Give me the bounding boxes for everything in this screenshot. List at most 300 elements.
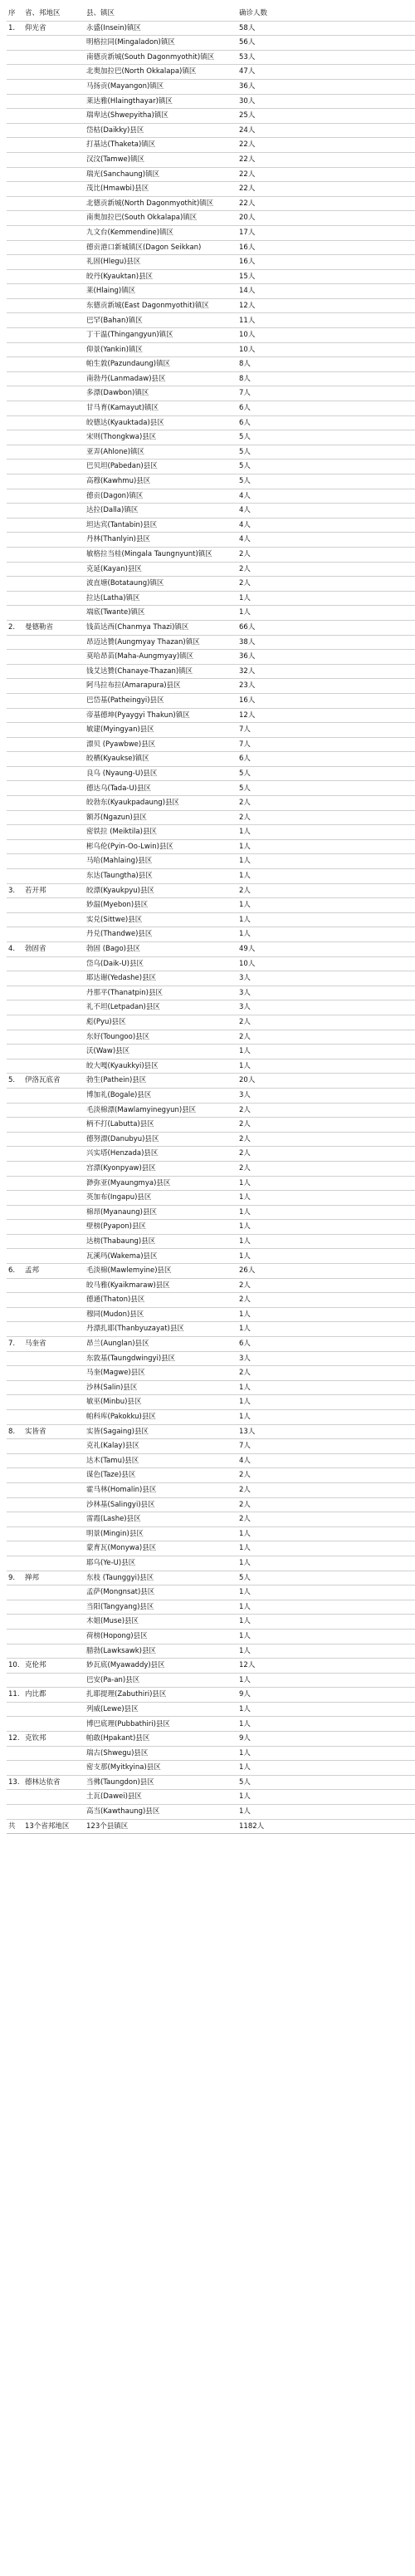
cell-state: 马奎省 [23,1337,85,1352]
cell-town: 打基达(Thaketa)镇区 [85,138,237,153]
cell-state [23,723,85,738]
cell-seq [7,1512,23,1527]
cell-state [23,1600,85,1615]
cell-count: 3人 [237,1088,415,1103]
table-row [7,401,415,416]
cell-state: 若开邦 [23,883,85,898]
table-row [7,1045,415,1059]
cell-state [23,1088,85,1103]
cell-seq: 11. [7,1688,23,1703]
total-state: 13个省邦地区 [23,1819,85,1834]
cell-count: 12人 [237,298,415,313]
cell-count: 2人 [237,1497,415,1512]
cell-count: 4人 [237,533,415,548]
table-row [7,737,415,752]
cell-town: 宫漂(Kyonpyaw)县区 [85,1161,237,1176]
cell-seq [7,737,23,752]
cell-state [23,1410,85,1425]
cell-state [23,328,85,343]
cell-town: 莫哈昂苗(Maha-Aungmyay)镇区 [85,650,237,665]
cell-town: 皎马雅(Kyaikmaraw)县区 [85,1278,237,1293]
cell-town: 实兑(Sittwe)县区 [85,912,237,927]
header-seq: 序 [7,7,23,21]
cell-seq [7,1015,23,1030]
cell-seq [7,1351,23,1366]
confirmed-cases-table [7,7,415,1834]
cell-state [23,810,85,825]
cell-seq [7,65,23,80]
cell-town: 木姐(Muse)县区 [85,1615,237,1630]
cell-town: 皎德达(Kyauktada)县区 [85,415,237,430]
table-row [7,635,415,650]
cell-count: 1人 [237,1761,415,1776]
cell-state [23,1380,85,1395]
cell-seq [7,912,23,927]
table-row [7,109,415,124]
table-row [7,211,415,226]
table-row [7,1147,415,1162]
cell-state [23,796,85,811]
cell-state [23,269,85,284]
cell-count: 56人 [237,36,415,51]
table-row [7,1351,415,1366]
cell-state [23,562,85,577]
cell-town: 东敦基(Taungdwingyi)县区 [85,1351,237,1366]
cell-seq [7,1702,23,1717]
table-row [7,1015,415,1030]
table-row [7,986,415,1000]
table-row [7,577,415,592]
cell-seq [7,489,23,504]
cell-town: 当佛(Taungdon)县区 [85,1775,237,1790]
cell-seq [7,1307,23,1322]
cell-town: 马奎(Magwe)县区 [85,1366,237,1381]
cell-seq [7,1482,23,1497]
table-row [7,1702,415,1717]
cell-count: 5人 [237,781,415,796]
cell-count: 1人 [237,1220,415,1235]
table-row [7,50,415,65]
cell-seq [7,781,23,796]
table-row [7,36,415,51]
table-row [7,1526,415,1541]
cell-count: 8人 [237,371,415,386]
cell-town: 扎耶提理(Zabuthiri)县区 [85,1688,237,1703]
cell-count: 2人 [237,1366,415,1381]
cell-state [23,65,85,80]
cell-count: 5人 [237,445,415,460]
cell-seq [7,255,23,270]
cell-count: 32人 [237,664,415,679]
cell-seq [7,1088,23,1103]
cell-count: 20人 [237,211,415,226]
cell-seq [7,284,23,299]
cell-state [23,371,85,386]
cell-state [23,1249,85,1264]
cell-seq [7,1526,23,1541]
cell-seq [7,167,23,182]
cell-town: 荷榜(Hopong)县区 [85,1629,237,1644]
table-row [7,65,415,80]
cell-state [23,1191,85,1206]
cell-count: 1人 [237,1644,415,1659]
table-row [7,664,415,679]
table-row [7,1688,415,1703]
cell-seq [7,927,23,942]
cell-count: 53人 [237,50,415,65]
cell-count: 1人 [237,912,415,927]
cell-town: 棉昂(Myanaung)县区 [85,1205,237,1220]
cell-seq [7,825,23,840]
table-row [7,1366,415,1381]
cell-seq [7,386,23,401]
cell-seq: 8. [7,1424,23,1439]
cell-state [23,1205,85,1220]
cell-count: 1人 [237,1205,415,1220]
cell-seq: 9. [7,1571,23,1585]
cell-seq [7,328,23,343]
table-row [7,1307,415,1322]
cell-seq [7,269,23,284]
cell-state [23,898,85,913]
cell-count: 1人 [237,1410,415,1425]
cell-state [23,1585,85,1600]
cell-town: 兴实塔(Henzada)县区 [85,1147,237,1162]
cell-state [23,533,85,548]
table-row [7,255,415,270]
table-row [7,1571,415,1585]
cell-seq: 10. [7,1659,23,1674]
cell-town: 巴罕(Bahan)镇区 [85,313,237,328]
cell-count: 1人 [237,869,415,884]
table-row [7,650,415,665]
cell-seq [7,225,23,240]
cell-count: 10人 [237,342,415,357]
cell-town: 坦达宾(Tantabin)县区 [85,518,237,533]
cell-count: 5人 [237,474,415,489]
cell-state [23,1526,85,1541]
cell-town: 瑞光(Sanchaung)镇区 [85,167,237,182]
table-row [7,1249,415,1264]
cell-town: 仰景(Yankin)镇区 [85,342,237,357]
cell-town: 九文台(Kemmendine)镇区 [85,225,237,240]
cell-state [23,94,85,109]
cell-town: 帝基德坤(Pyaygyi Thakun)镇区 [85,708,237,723]
cell-state [23,1000,85,1015]
cell-seq: 7. [7,1337,23,1352]
table-row [7,1644,415,1659]
cell-state [23,971,85,986]
table-row [7,138,415,153]
cell-state: 掸邦 [23,1571,85,1585]
table-row [7,1161,415,1176]
table-row [7,1805,415,1820]
cell-seq [7,298,23,313]
cell-town: 东枝 (Taunggyi)县区 [85,1571,237,1585]
cell-seq [7,1205,23,1220]
cell-state [23,1293,85,1308]
cell-seq [7,766,23,781]
cell-state [23,1673,85,1688]
cell-seq [7,1103,23,1118]
cell-state [23,255,85,270]
cell-town: 谋色(Taze)县区 [85,1468,237,1483]
cell-seq [7,854,23,869]
cell-seq: 13. [7,1775,23,1790]
cell-town: 帕敢(Hpakant)县区 [85,1732,237,1747]
table-row [7,474,415,489]
cell-count: 1人 [237,1234,415,1249]
table-row [7,825,415,840]
cell-town: 阿马拉布拉(Amarapura)县区 [85,679,237,694]
cell-town: 额苏(Ngazun)县区 [85,810,237,825]
table-row [7,182,415,197]
cell-state [23,839,85,854]
table-row [7,810,415,825]
cell-town: 南德贡新城(South Dagonmyothit)镇区 [85,50,237,65]
table-row [7,1673,415,1688]
cell-count: 2人 [237,1015,415,1030]
cell-town: 明景(Mingin)县区 [85,1526,237,1541]
cell-count: 1人 [237,1176,415,1191]
cell-town: 沙林基(Salingyi)县区 [85,1497,237,1512]
cell-town: 拉达(Latha)镇区 [85,591,237,606]
cell-seq [7,796,23,811]
cell-count: 1人 [237,1556,415,1571]
cell-town: 丹那平(Thanatpin)县区 [85,986,237,1000]
cell-town: 实皆(Sagaing)县区 [85,1424,237,1439]
table-row [7,240,415,255]
cell-seq [7,971,23,986]
cell-count: 2人 [237,1482,415,1497]
table-row [7,752,415,767]
cell-state [23,1118,85,1133]
cell-state: 内比都 [23,1688,85,1703]
table-row [7,1439,415,1454]
cell-count: 66人 [237,620,415,635]
cell-seq [7,1615,23,1630]
cell-seq: 6. [7,1264,23,1279]
cell-seq [7,1556,23,1571]
cell-town: 敏巫(Minbu)县区 [85,1395,237,1410]
cell-town: 皎大嘎(Kyaukkyi)县区 [85,1059,237,1074]
cell-town: 良乌 (Nyaung-U)县区 [85,766,237,781]
cell-seq [7,50,23,65]
cell-count: 10人 [237,328,415,343]
cell-count: 1人 [237,1380,415,1395]
table-row [7,942,415,957]
cell-state [23,781,85,796]
cell-count: 8人 [237,357,415,372]
cell-seq [7,94,23,109]
cell-state [23,225,85,240]
cell-count: 9人 [237,1688,415,1703]
cell-state [23,1629,85,1644]
table-row [7,796,415,811]
table-row [7,1059,415,1074]
header-town: 县、镇区 [85,7,237,21]
cell-state [23,1395,85,1410]
cell-town: 瑞卑达(Shwepyitha)镇区 [85,109,237,124]
cell-town: 丹林(Thanlyin)县区 [85,533,237,548]
cell-town: 皎丹(Kyauktan)县区 [85,269,237,284]
cell-count: 14人 [237,284,415,299]
cell-seq [7,591,23,606]
cell-town: 礼固(Hlegu)县区 [85,255,237,270]
cell-town: 勃固 (Bago)县区 [85,942,237,957]
table-row [7,489,415,504]
table-row [7,460,415,474]
cell-count: 2人 [237,1278,415,1293]
cell-count: 1人 [237,1615,415,1630]
cell-town: 北德贡新城(North Dagonmyothit)镇区 [85,196,237,211]
cell-state [23,1278,85,1293]
cell-state [23,1717,85,1732]
cell-town: 沙林(Salin)县区 [85,1380,237,1395]
cell-town: 博加礼(Bogale)县区 [85,1088,237,1103]
cell-state [23,1644,85,1659]
cell-state: 勃固省 [23,942,85,957]
table-row [7,1293,415,1308]
cell-seq [7,1000,23,1015]
table-body [7,21,415,1819]
table-row [7,854,415,869]
total-town: 123个县镇区 [85,1819,237,1834]
cell-town: 巴贝坦(Pabedan)县区 [85,460,237,474]
table-row [7,1468,415,1483]
cell-count: 36人 [237,79,415,94]
cell-count: 1人 [237,1191,415,1206]
cell-town: 密支那(Myitkyina)县区 [85,1761,237,1776]
cell-count: 6人 [237,401,415,416]
cell-count: 1人 [237,1673,415,1688]
cell-count: 16人 [237,693,415,708]
cell-seq [7,1249,23,1264]
table-row [7,415,415,430]
cell-state [23,1439,85,1454]
cell-town: 敏建(Myingyan)县区 [85,723,237,738]
cell-state [23,1132,85,1147]
cell-town: 沃(Waw)县区 [85,1045,237,1059]
cell-seq [7,577,23,592]
table-row [7,357,415,372]
table-row [7,693,415,708]
cell-count: 1人 [237,839,415,854]
cell-state [23,1512,85,1527]
table-row [7,152,415,167]
cell-town: 彪(Pyu)县区 [85,1015,237,1030]
cell-state [23,1059,85,1074]
cell-state [23,36,85,51]
cell-count: 58人 [237,21,415,36]
cell-count: 16人 [237,240,415,255]
cell-state [23,196,85,211]
cell-count: 1人 [237,1746,415,1761]
cell-count: 2人 [237,1118,415,1133]
cell-state [23,1497,85,1512]
cell-state [23,430,85,445]
cell-state [23,752,85,767]
cell-state [23,1103,85,1118]
table-row [7,898,415,913]
cell-count: 1人 [237,1249,415,1264]
cell-town: 瑞古(Shwegu)县区 [85,1746,237,1761]
cell-state [23,1366,85,1381]
header-state: 省、邦地区 [23,7,85,21]
cell-seq [7,1278,23,1293]
cell-count: 24人 [237,123,415,138]
cell-town: 马哈(Mahlaing)县区 [85,854,237,869]
table-row [7,1453,415,1468]
cell-state: 曼德勒省 [23,620,85,635]
cell-seq [7,1468,23,1483]
cell-town: 马扬贡(Mayangon)镇区 [85,79,237,94]
cell-town: 耶乌(Ye-U)县区 [85,1556,237,1571]
cell-seq [7,1439,23,1454]
cell-count: 4人 [237,518,415,533]
cell-count: 26人 [237,1264,415,1279]
cell-town: 昂兰(Aunglan)县区 [85,1337,237,1352]
cell-town: 毛淡棉漂(Mawlamyinegyun)县区 [85,1103,237,1118]
table-row [7,1659,415,1674]
cell-seq [7,138,23,153]
cell-state [23,1015,85,1030]
cell-town: 勃生(Pathein)县区 [85,1074,237,1089]
cell-town: 岱枯(Daikky)县区 [85,123,237,138]
cell-seq: 1. [7,21,23,36]
cell-seq [7,869,23,884]
cell-count: 1人 [237,854,415,869]
cell-seq [7,415,23,430]
table-row [7,1000,415,1015]
cell-state [23,1045,85,1059]
cell-state [23,1176,85,1191]
cell-state [23,182,85,197]
cell-count: 22人 [237,182,415,197]
cell-state [23,1220,85,1235]
cell-count: 15人 [237,269,415,284]
cell-count: 1人 [237,1045,415,1059]
cell-seq [7,371,23,386]
table-row [7,1395,415,1410]
cell-seq [7,357,23,372]
cell-seq [7,313,23,328]
cell-seq [7,1541,23,1556]
table-total-row [7,1819,415,1834]
cell-seq [7,1410,23,1425]
cell-state [23,577,85,592]
cell-seq [7,1717,23,1732]
table-row [7,839,415,854]
cell-state [23,357,85,372]
cell-state [23,401,85,416]
cell-count: 9人 [237,1732,415,1747]
cell-count: 49人 [237,942,415,957]
cell-town: 耶达谢(Yedashe)县区 [85,971,237,986]
cell-count: 22人 [237,196,415,211]
cell-count: 23人 [237,679,415,694]
cell-town: 达木(Tamu)县区 [85,1453,237,1468]
table-row [7,1410,415,1425]
table-row [7,313,415,328]
cell-seq [7,1030,23,1045]
table-row [7,1541,415,1556]
cell-seq [7,533,23,548]
table-row [7,430,415,445]
cell-state [23,79,85,94]
cell-state [23,650,85,665]
cell-seq [7,650,23,665]
